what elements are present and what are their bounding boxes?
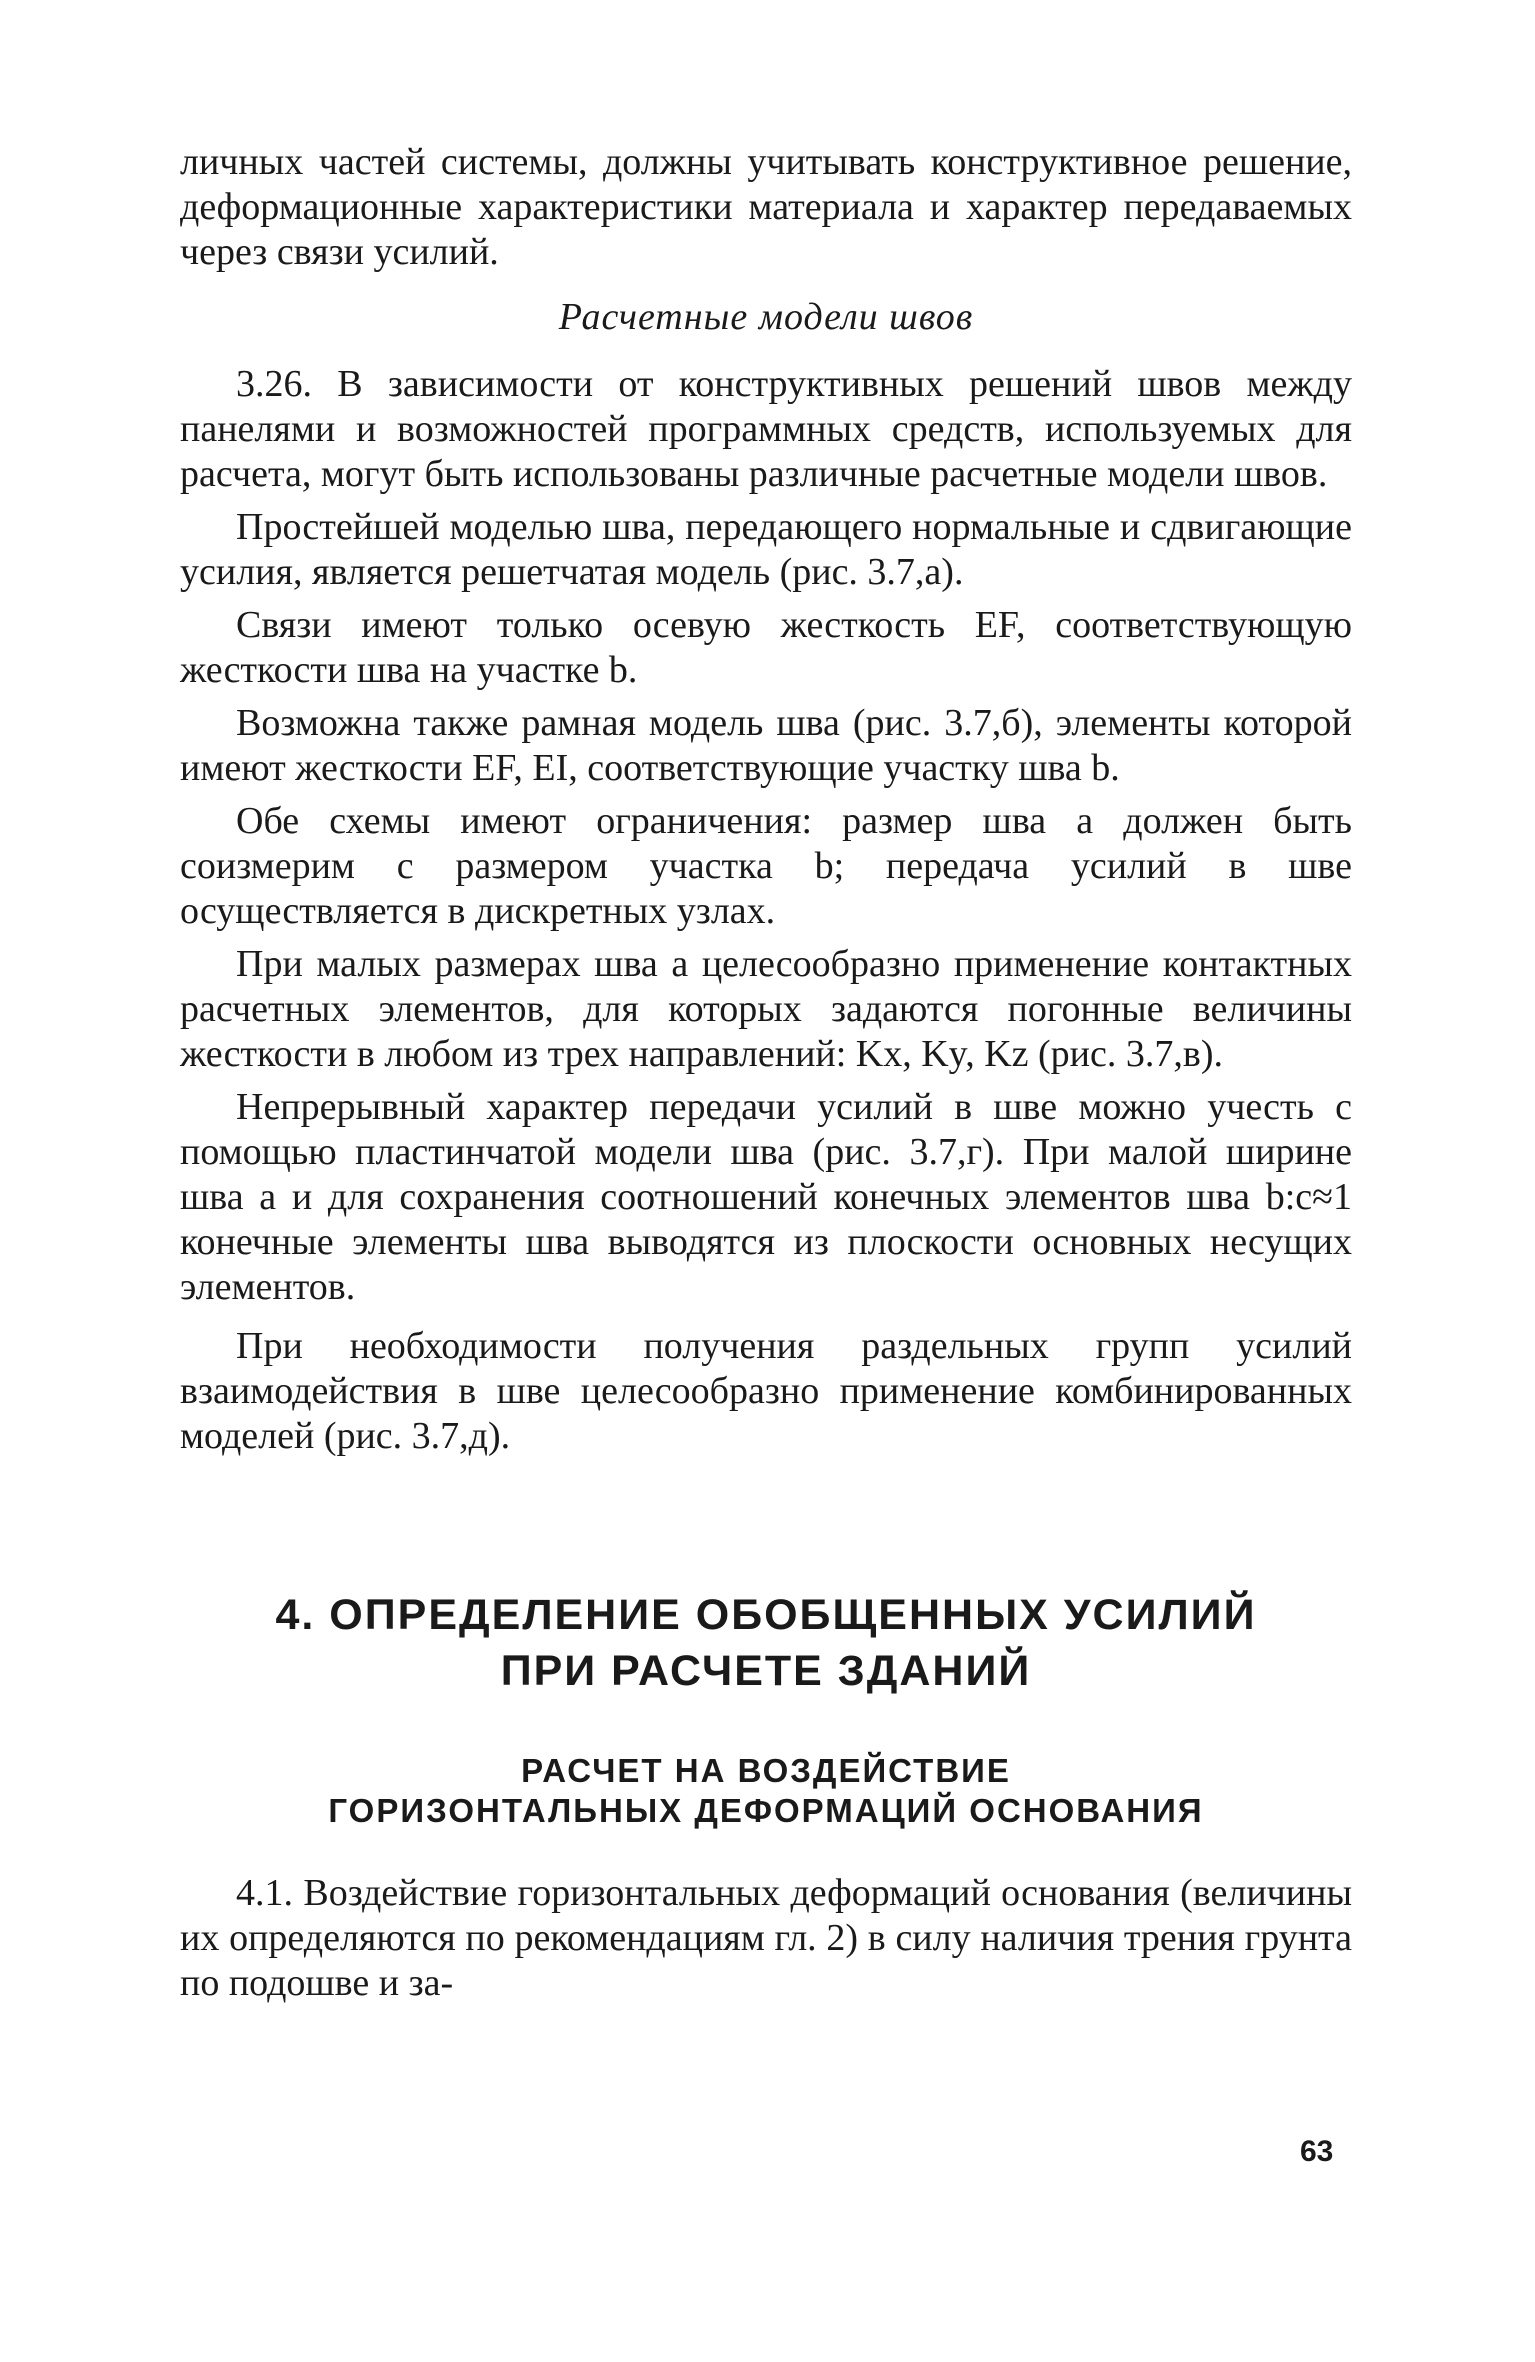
- body-text: [180, 140, 1352, 1459]
- paragraph-axial-stiffness: Связи имеют только осевую жесткость EF, соответствующую жесткости шва на участке b.: [180, 604, 1352, 691]
- paragraph-lattice-model: Простейшей моделью шва, передающего нормальные и сдвигающие усилия, является решетчатая модель (рис. 3.7,а).: [180, 506, 1352, 593]
- chapter-title-line-2: ПРИ РАСЧЕТЕ ЗДАНИЙ: [500, 1647, 1032, 1695]
- chapter-title: [180, 1587, 1352, 1699]
- chapter-title-line-1: 4. ОПРЕДЕЛЕНИЕ ОБОБЩЕННЫХ УСИЛИЙ: [275, 1591, 1257, 1639]
- page-content: [180, 140, 1352, 2006]
- section-title-line-2: ГОРИЗОНТАЛЬНЫХ ДЕФОРМАЦИЙ ОСНОВАНИЯ: [328, 1792, 1204, 1829]
- paragraph-4-1: 4.1. Воздействие горизонтальных деформаций основания (величины их определяются по рекомендациям гл. 2) в силу наличия трения грунта по подошве и за-: [180, 1872, 1352, 2004]
- paragraph-contact-elements: При малых размерах шва a целесообразно применение контактных расчетных элементов, для которых задаются погонные величины жесткости в любом из трех направлений: Kx, Ky, Kz (рис. 3.7,в).: [180, 943, 1352, 1075]
- paragraph-combined-models: При необходимости получения раздельных групп усилий взаимодействия в шве целесообразно применение комбинированных моделей (рис. 3.7,д).: [180, 1325, 1352, 1457]
- paragraph-3-26: 3.26. В зависимости от конструктивных решений швов между панелями и возможностей программных средств, используемых для расчета, могут быть использованы различные расчетные модели швов.: [180, 363, 1352, 495]
- paragraph-continuation: личных частей системы, должны учитывать конструктивное решение, деформационные характеристики материала и характер передаваемых через связи усилий.: [180, 141, 1352, 273]
- section-title: [180, 1751, 1352, 1831]
- paragraph-limitations: Обе схемы имеют ограничения: размер шва a должен быть соизмерим с размером участка b; передача усилий в шве осуществляется в дискретных узлах.: [180, 800, 1352, 932]
- subheading-joint-models: Расчетные модели швов: [558, 296, 974, 338]
- paragraph-plate-model: Непрерывный характер передачи усилий в шве можно учесть с помощью пластинчатой модели шва (рис. 3.7,г). При малой ширине шва a и для сохранения соотношений конечных элементов шва b:c≈1 конечные элементы шва выводятся из плоскости основных несущих элементов.: [180, 1086, 1352, 1308]
- paragraph-frame-model: Возможна также рамная модель шва (рис. 3.7,б), элементы которой имеют жесткости EF, EI, соответствующие участку шва b.: [180, 702, 1352, 789]
- page-number: 63: [1300, 2135, 1334, 2168]
- section-title-line-1: РАСЧЕТ НА ВОЗДЕЙСТВИЕ: [521, 1752, 1011, 1789]
